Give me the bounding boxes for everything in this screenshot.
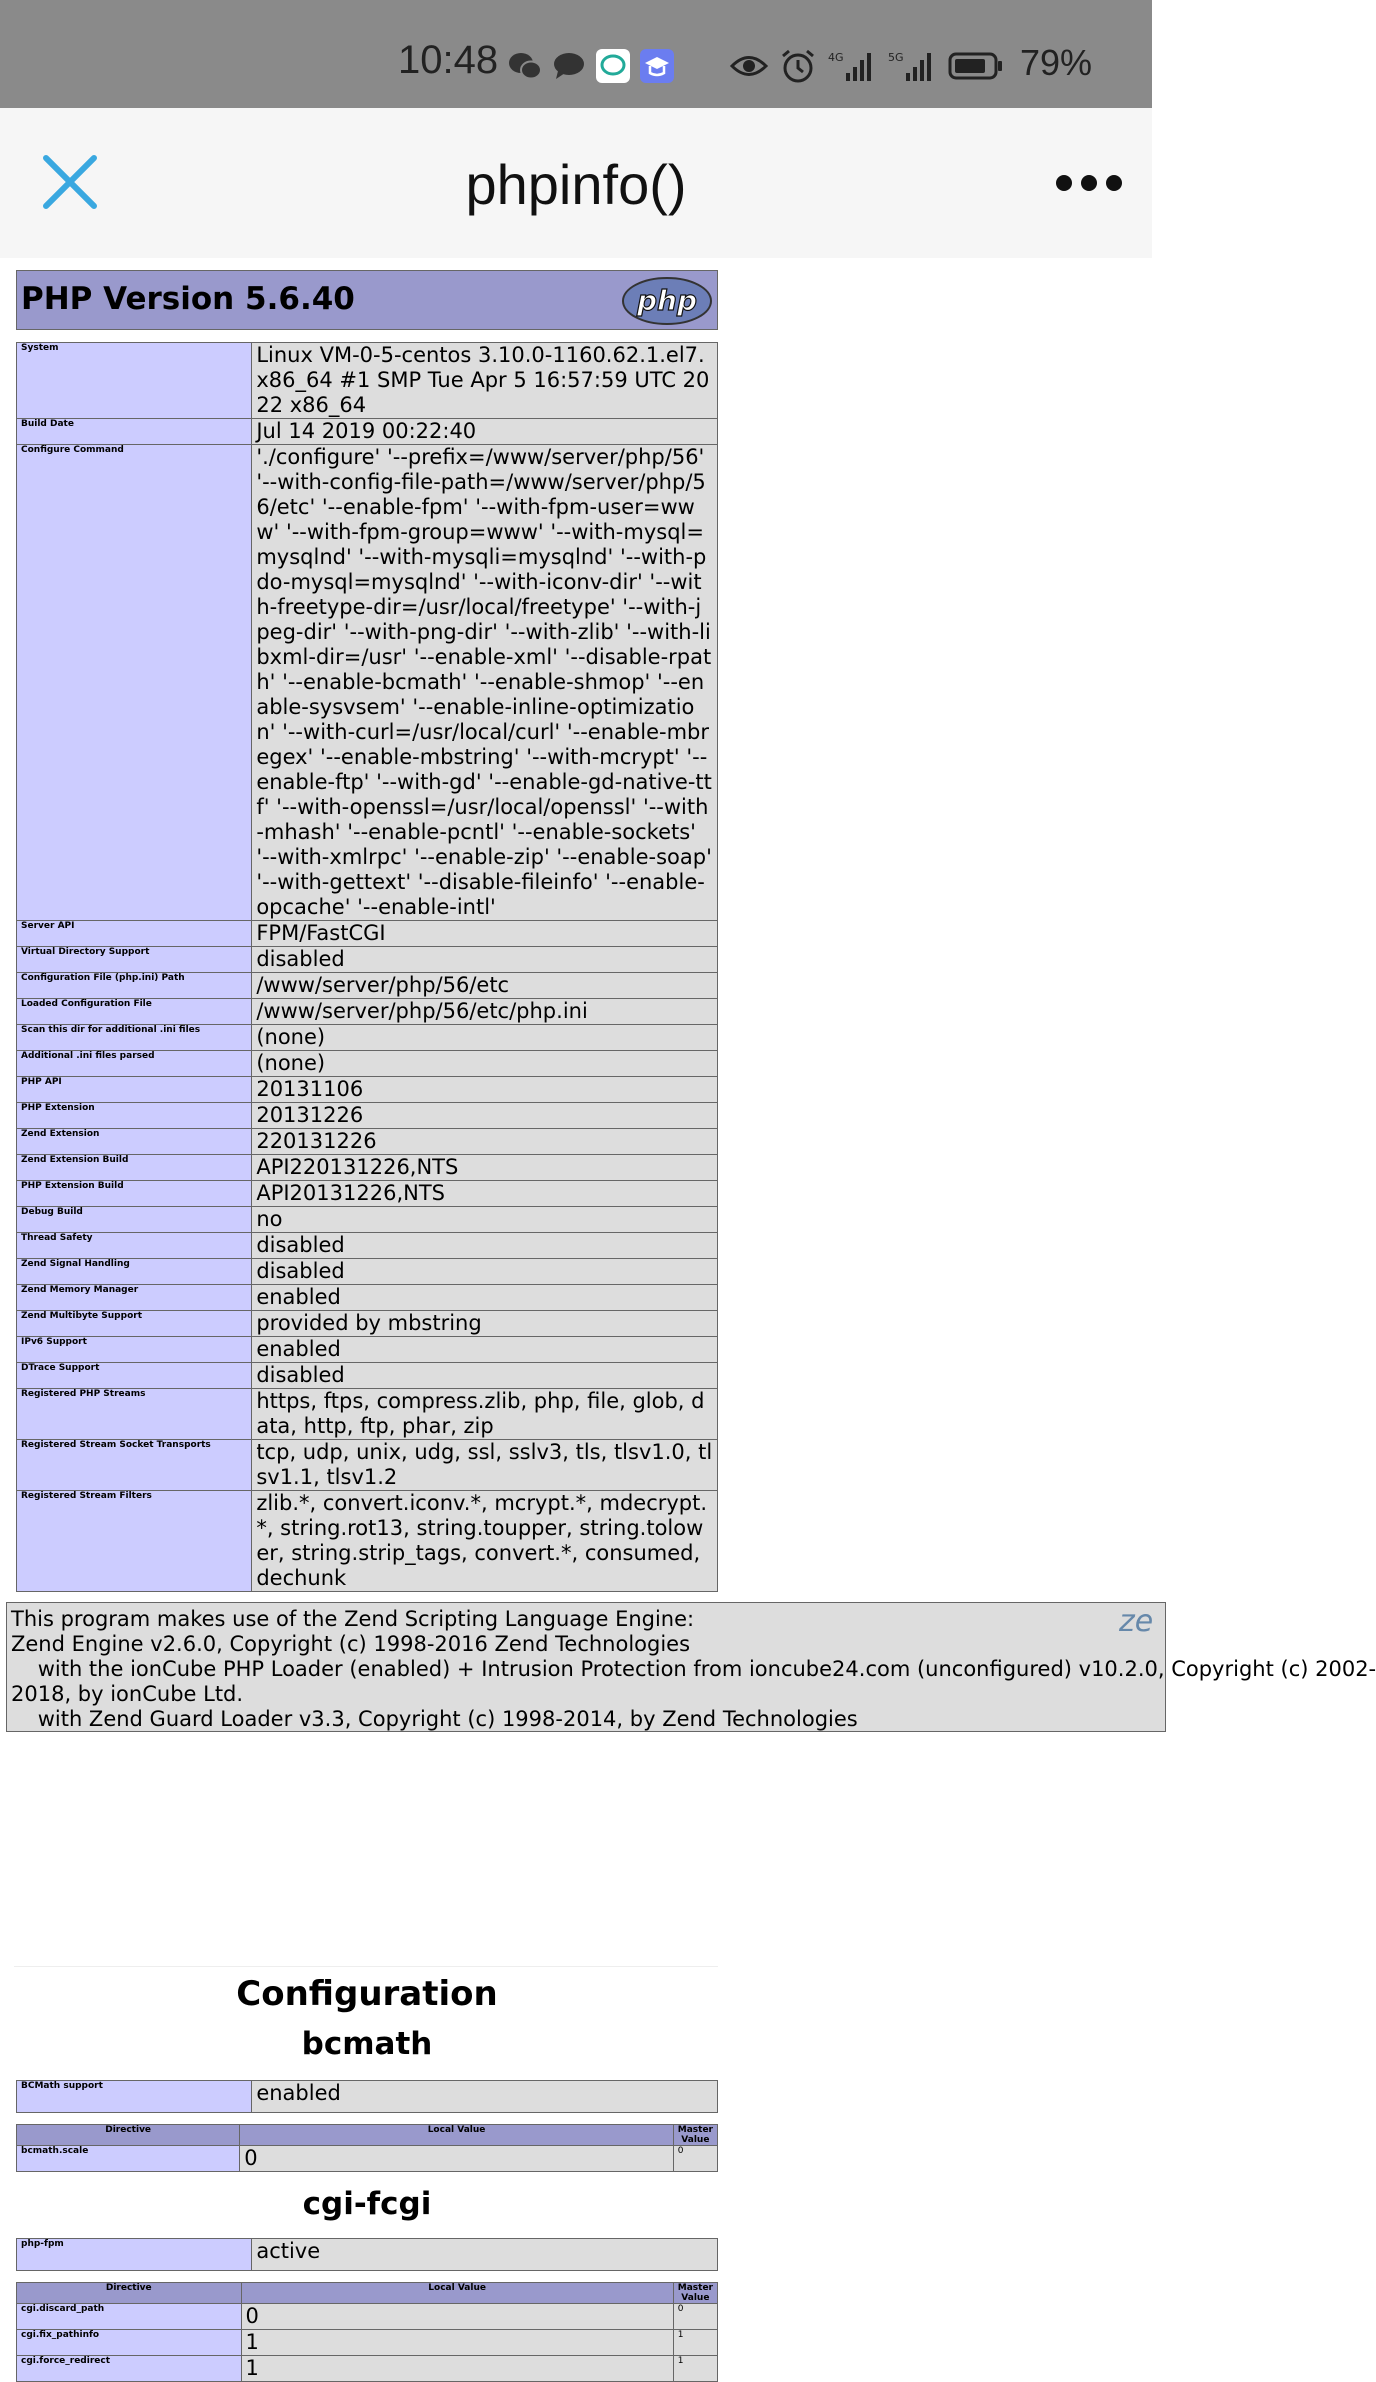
row-value: (none) [252,1025,718,1051]
table-row [17,1155,718,1181]
col-directive: Directive [17,2125,240,2146]
col-local-value: Local Value [240,2125,673,2146]
row-key: System [17,343,252,419]
directive-master-value: 1 [673,2330,717,2356]
row-value: enabled [252,1337,718,1363]
cgi-directive-table [16,2282,718,2382]
row-key: Zend Extension Build [17,1155,252,1181]
row-value: Jul 14 2019 00:22:40 [252,419,718,445]
col-master-value: Master Value [673,2283,717,2304]
table-row [17,445,718,921]
table-row [17,999,718,1025]
table-row [17,1181,718,1207]
row-value: no [252,1207,718,1233]
directive-row [17,2330,718,2356]
col-master-value: Master Value [673,2125,717,2146]
row-key: Additional .ini files parsed [17,1051,252,1077]
zend-logo: ze [1119,1604,1154,1639]
directive-local-value: 0 [240,2146,673,2172]
alarm-icon [780,48,816,84]
row-value: provided by mbstring [252,1311,718,1337]
table-row [17,1025,718,1051]
signal-4g-icon [828,49,876,83]
table-row [17,1129,718,1155]
row-key: Zend Memory Manager [17,1285,252,1311]
zend-engine-box [6,1602,1376,1732]
directive-name: cgi.force_redirect [17,2356,242,2382]
row-value: disabled [252,947,718,973]
table-row [17,1491,718,1592]
more-icon[interactable] [1054,168,1124,198]
row-value: (none) [252,1051,718,1077]
zend-line-4: 2018, by ionCube Ltd. [11,1682,244,1706]
row-key: Server API [17,921,252,947]
table-row [17,419,718,445]
table-row [17,1077,718,1103]
bcmath-heading: bcmath [301,2026,433,2062]
directive-local-value: 1 [241,2356,673,2382]
notification-icons [508,46,674,86]
system-icons [730,46,1004,86]
row-key: DTrace Support [17,1363,252,1389]
table-row [17,1259,718,1285]
chat-app-icon [596,49,630,83]
status-bar [0,0,1152,108]
zend-line-1: This program makes use of the Zend Scripting Language Engine: [11,1607,695,1631]
table-row [17,973,718,999]
row-key: PHP API [17,1077,252,1103]
row-value: disabled [252,1259,718,1285]
svg-text:4G: 4G [828,51,844,64]
row-value: './configure' '--prefix=/www/server/php/56' '--with-config-file-path=/www/server/php/56/etc' '--enable-fpm' '--with-fpm-user=www' '--with-fpm-group=www' '--with-mysql=mysqlnd' '--with-mysqli=mysqlnd' '--with-pdo-mysql=mysqlnd' '--with-iconv-dir' '--with-freetype-dir=/usr/local/freetype' '--with-jpeg-dir' '--with-png-dir' '--with-zlib' '--with-libxml-dir=/usr' '--enable-xml' '--disable-rpath' '--enable-bcmath' '--enable-shmop' '--enable-sysvsem' '--enable-inline-optimization' '--with-curl=/usr/local/curl' '--enable-mbregex' '--enable-mbstring' '--with-mcrypt' '--enable-ftp' '--with-gd' '--enable-gd-native-ttf' '--with-openssl=/usr/local/openssl' '--with-mhash' '--enable-pcntl' '--enable-sockets' '--with-xmlrpc' '--enable-zip' '--enable-soap' '--with-gettext' '--disable-fileinfo' '--enable-opcache' '--enable-intl' [252,445,718,921]
table-row [17,921,718,947]
wechat-icon [508,51,542,81]
php-version-title: PHP Version 5.6.40 [21,281,355,317]
configuration-heading: Configuration [236,1974,498,2014]
row-value: FPM/FastCGI [252,921,718,947]
table-row [17,1285,718,1311]
status-time: 10:48 [398,38,499,82]
cgi-support-key: php-fpm [17,2239,252,2271]
divider [14,1966,718,1967]
row-value: Linux VM-0-5-centos 3.10.0-1160.62.1.el7.x86_64 #1 SMP Tue Apr 5 16:57:59 UTC 2022 x86_64 [252,343,718,419]
row-value: disabled [252,1363,718,1389]
directive-name: bcmath.scale [17,2146,240,2172]
row-key: Scan this dir for additional .ini files [17,1025,252,1051]
table-row [17,343,718,419]
message-icon [552,51,586,81]
row-value: /www/server/php/56/etc [252,973,718,999]
directive-local-value: 0 [241,2304,673,2330]
zend-line-2: Zend Engine v2.6.0, Copyright (c) 1998-2016 Zend Technologies [11,1632,691,1656]
table-row [17,1363,718,1389]
php-logo-text: php [636,284,698,317]
directive-row [17,2146,718,2172]
directive-name: cgi.discard_path [17,2304,242,2330]
row-value: disabled [252,1233,718,1259]
php-logo [621,275,713,327]
row-key: Thread Safety [17,1233,252,1259]
education-app-icon [640,49,674,83]
row-key: Zend Multibyte Support [17,1311,252,1337]
row-key: Configuration File (php.ini) Path [17,973,252,999]
table-row [17,1233,718,1259]
page-title: phpinfo() [465,153,687,216]
php-info-table [16,342,718,1592]
bcmath-directive-table [16,2124,718,2172]
row-key: Registered PHP Streams [17,1389,252,1440]
table-row [17,1207,718,1233]
table-row [17,1051,718,1077]
table-row [17,1311,718,1337]
directive-master-value: 0 [673,2146,717,2172]
col-directive: Directive [17,2283,242,2304]
row-value: tcp, udp, unix, udg, ssl, sslv3, tls, tlsv1.0, tlsv1.1, tlsv1.2 [252,1440,718,1491]
table-row [17,1337,718,1363]
row-value: 220131226 [252,1129,718,1155]
zend-line-5: with Zend Guard Loader v3.3, Copyright (c) 1998-2014, by Zend Technologies [11,1707,858,1731]
php-version-header [16,270,718,330]
bcmath-support-value: enabled [252,2081,718,2113]
battery-percent: 79% [1020,42,1093,83]
zend-line-3: with the ionCube PHP Loader (enabled) + Intrusion Protection from ioncube24.com (unconfigured) v10.2.0, Copyright (c) 2002- [11,1657,1376,1681]
row-key: Build Date [17,419,252,445]
col-local-value: Local Value [241,2283,673,2304]
eye-icon [730,51,768,81]
row-value: enabled [252,1285,718,1311]
table-row [17,1389,718,1440]
directive-row [17,2356,718,2382]
table-row [17,1103,718,1129]
row-value: API20131226,NTS [252,1181,718,1207]
directive-master-value: 0 [673,2304,717,2330]
row-key: Zend Signal Handling [17,1259,252,1285]
directive-name: cgi.fix_pathinfo [17,2330,242,2356]
directive-master-value: 1 [673,2356,717,2382]
row-value: 20131106 [252,1077,718,1103]
row-value: API220131226,NTS [252,1155,718,1181]
bcmath-support-table [16,2080,718,2113]
row-value: 20131226 [252,1103,718,1129]
row-key: IPv6 Support [17,1337,252,1363]
table-row [17,947,718,973]
row-key: Loaded Configuration File [17,999,252,1025]
row-key: PHP Extension Build [17,1181,252,1207]
row-key: PHP Extension [17,1103,252,1129]
browser-navbar [0,108,1152,258]
row-key: Registered Stream Socket Transports [17,1440,252,1491]
row-value: /www/server/php/56/etc/php.ini [252,999,718,1025]
row-key: Debug Build [17,1207,252,1233]
cgi-support-table [16,2238,718,2271]
directive-local-value: 1 [241,2330,673,2356]
cgi-support-value: active [252,2239,718,2271]
table-row [17,1440,718,1491]
row-key: Configure Command [17,445,252,921]
bcmath-support-key: BCMath support [17,2081,252,2113]
battery-icon [948,51,1004,81]
row-key: Zend Extension [17,1129,252,1155]
svg-text:5G: 5G [888,51,904,64]
row-key: Virtual Directory Support [17,947,252,973]
cgi-fcgi-heading: cgi-fcgi [302,2186,432,2222]
directive-row [17,2304,718,2330]
row-value: zlib.*, convert.iconv.*, mcrypt.*, mdecrypt.*, string.rot13, string.toupper, string.tolower, string.strip_tags, convert.*, consumed, dechunk [252,1491,718,1592]
signal-5g-icon [888,49,936,83]
row-key: Registered Stream Filters [17,1491,252,1592]
phpinfo-content [0,258,1376,2380]
row-value: https, ftps, compress.zlib, php, file, glob, data, http, ftp, phar, zip [252,1389,718,1440]
